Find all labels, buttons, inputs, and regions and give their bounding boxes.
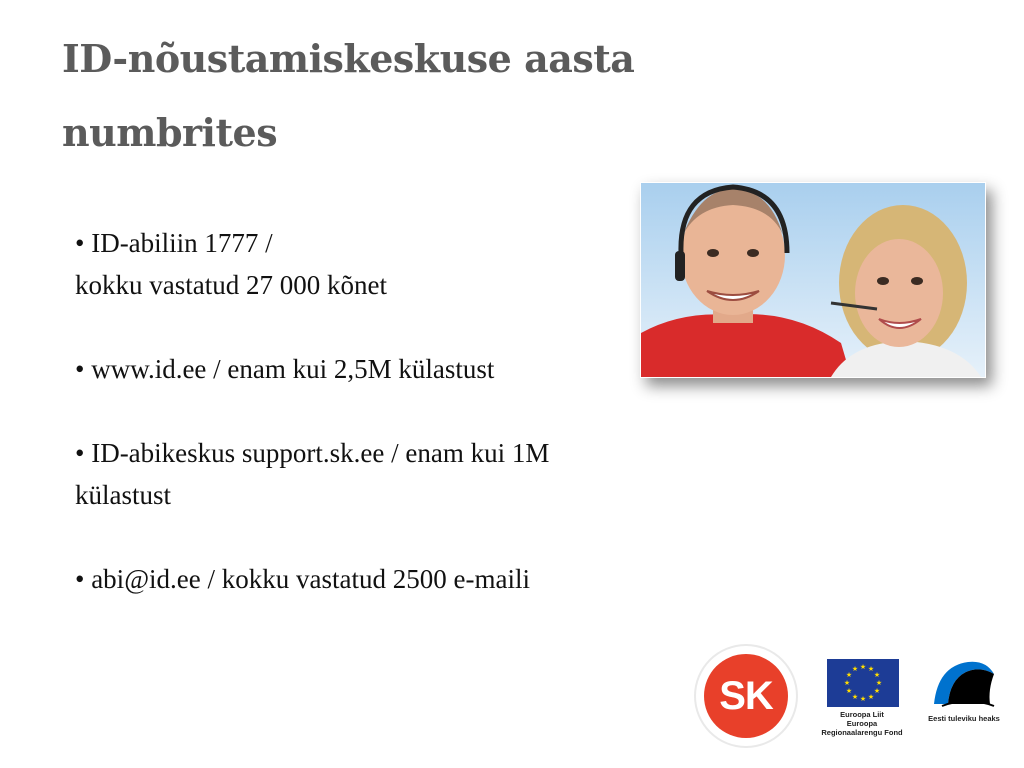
bullet-list — [75, 222, 695, 600]
slide-title — [62, 22, 662, 170]
svg-text:★: ★ — [859, 663, 867, 671]
slide-title-line-1: ID-nõustamiskeskuse aasta — [62, 36, 635, 81]
svg-text:★: ★ — [867, 665, 875, 673]
bullet-item-website — [75, 348, 695, 390]
svg-text:★: ★ — [873, 687, 881, 695]
svg-text:★: ★ — [843, 679, 851, 687]
estonia-caption: Eesti tuleviku heaks — [928, 714, 1000, 723]
bullet-item-hotline — [75, 222, 695, 306]
sk-logo — [696, 646, 796, 746]
sk-logo-text: SK — [719, 673, 773, 718]
support-team-photo — [640, 182, 986, 378]
eu-caption — [810, 710, 914, 737]
eu-flag-icon — [827, 659, 899, 707]
svg-text:★: ★ — [873, 671, 881, 679]
svg-text:★: ★ — [851, 693, 859, 701]
svg-text:★: ★ — [851, 665, 859, 673]
estonia-logo-icon — [928, 656, 998, 711]
bullet-text-continued: külastust — [75, 480, 172, 510]
svg-text:★: ★ — [859, 695, 867, 703]
photo-image — [641, 183, 985, 377]
eu-caption-line-2: Euroopa — [846, 719, 878, 728]
bullet-text: • ID-abiliin 1777 / — [75, 228, 273, 258]
slide-title-line-2: numbrites — [62, 110, 278, 155]
sk-logo-disc — [704, 654, 788, 738]
bullet-text: • abi@id.ee / kokku vastatud 2500 e-maili — [75, 564, 530, 594]
bullet-text-continued: kokku vastatud 27 000 kõnet — [75, 270, 387, 300]
footer-logos — [0, 646, 1024, 756]
photo-illustration — [641, 183, 985, 377]
svg-text:★: ★ — [845, 687, 853, 695]
bullet-item-email — [75, 558, 695, 600]
eu-caption-line-3: Regionaalarengu Fond — [821, 728, 903, 737]
svg-text:★: ★ — [875, 679, 883, 687]
svg-text:★: ★ — [867, 693, 875, 701]
estonia-wave — [928, 656, 998, 711]
bullet-text: • www.id.ee / enam kui 2,5M külastust — [75, 354, 495, 384]
svg-text:★: ★ — [845, 671, 853, 679]
bullet-text: • ID-abikeskus support.sk.ee / enam kui 1M — [75, 438, 550, 468]
eu-stars — [827, 659, 899, 707]
bullet-item-helpcenter — [75, 432, 695, 516]
eu-caption-line-1: Euroopa Liit — [840, 710, 884, 719]
